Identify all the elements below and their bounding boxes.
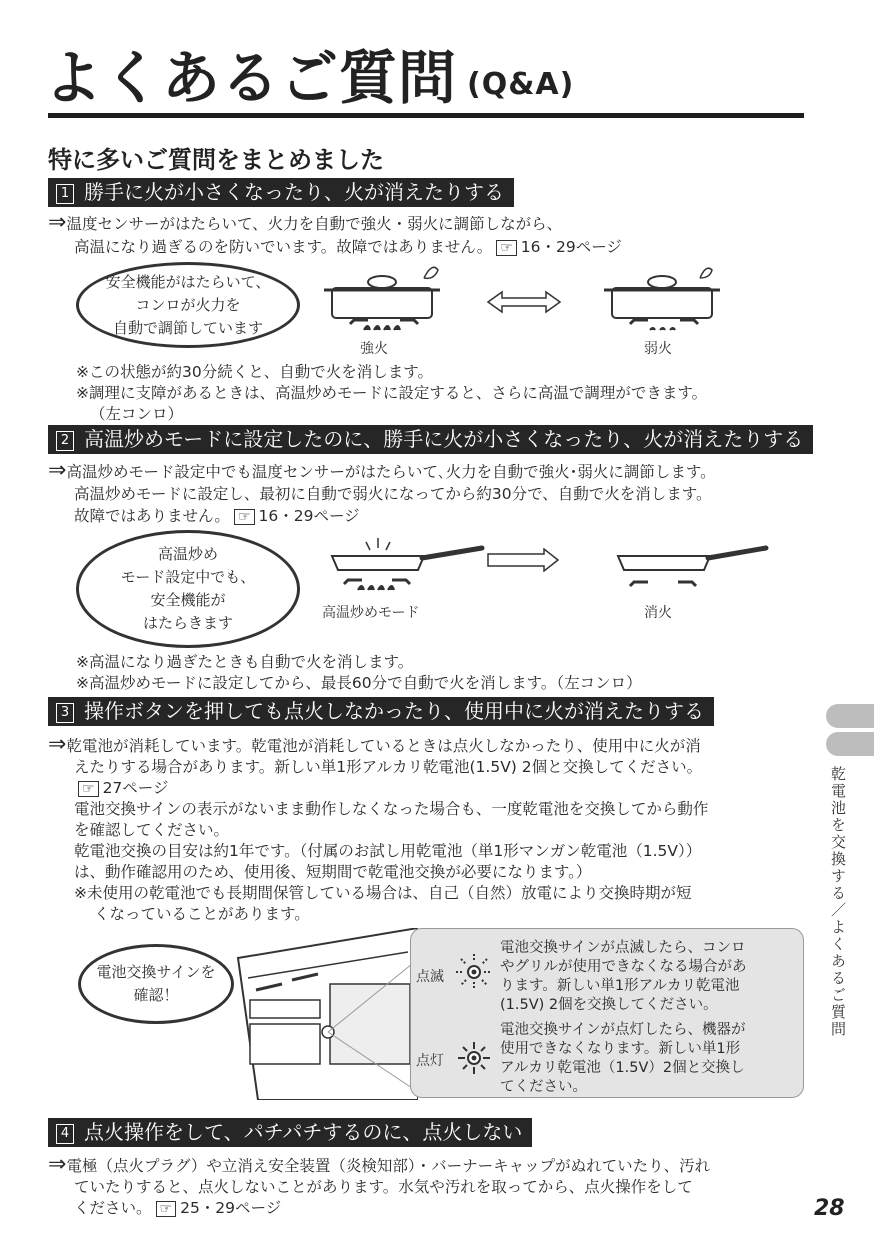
section-2-line-2: 高温炒めモードに設定し、最初に自動で弱火になってから約30分で、自動で火を消します。: [74, 485, 712, 503]
section-1-line-1: ⇒温度センサーがはたらいて、火力を自動で強火・弱火に調節しながら、: [48, 210, 563, 235]
section-3-line-7: は、動作確認用のため、使用後、短期間で乾電池交換が必要になります。）: [74, 863, 592, 881]
side-tab-1: [826, 704, 874, 728]
section-1-page-ref: 16・29ページ: [520, 238, 622, 256]
section-2-note-1: ※高温になり過ぎたときも自動で火を消します。: [76, 653, 414, 671]
page-title-suffix: (Q&A): [467, 67, 575, 102]
section-4-page-ref: 25・29ページ: [180, 1199, 282, 1217]
section-4-heading-text: 点火操作をして、パチパチするのに、点火しない: [84, 1120, 523, 1144]
blink-text-4: (1.5V) 2個を交換してください。: [500, 997, 718, 1013]
page-title-text: よくあるご質問: [44, 44, 458, 112]
section-3-line-2: えたりする場合があります。新しい単1形アルカリ乾電池(1.5V) 2個と交換してください。: [74, 758, 703, 776]
title-rule: [48, 113, 804, 118]
section-3-line-1: ⇒乾電池が消耗しています。乾電池が消耗しているときは点火しなかったり、使用中に火が消: [48, 732, 701, 757]
section-1-line-2: 高温になり過ぎるのを防いでいます。故障ではありません。 ☞ 16・29ページ: [74, 238, 622, 256]
frying-pan-fire-illustration: [326, 534, 486, 598]
page-number: 28: [814, 1196, 845, 1221]
pot-weak-fire-illustration: [600, 260, 740, 340]
stove-front-illustration: [228, 928, 418, 1100]
subtitle: 特に多いご質問をまとめました: [48, 146, 384, 174]
on-text-3: アルカリ乾電池（1.5V）2個と交換し: [500, 1060, 745, 1076]
section-1-note-2: ※調理に支障があるときは、高温炒めモードに設定すると、さらに高温で調理ができます。: [76, 384, 708, 402]
on-text-4: てください。: [500, 1079, 587, 1095]
on-text-2: 使用できなくなります。新しい単1形: [500, 1041, 741, 1057]
section-3-line-5: を確認してください。: [74, 821, 230, 839]
page-title: [44, 38, 574, 125]
reference-hand-icon: ☞: [234, 509, 255, 525]
section-4-number: 4: [56, 1124, 74, 1144]
section-1-heading-text: 勝手に火が小さくなったり、火が消えたりする: [84, 180, 504, 204]
section-1-note-3: （左コンロ）: [90, 405, 184, 423]
section-3-page-ref: 27ページ: [102, 779, 169, 797]
double-arrow-icon: [486, 290, 562, 314]
reference-hand-icon: ☞: [78, 781, 99, 797]
section-3-line-4: 電池交換サインの表示がないまま動作しなくなった場合も、一度乾電池を交換してから動作: [74, 800, 709, 818]
section-4-line-1: ⇒電極（点火プラグ）や立消え安全装置（炎検知部）・バーナーキャップがぬれていたり、汚れ: [48, 1152, 711, 1177]
arrow-right-icon: ⇒: [48, 210, 67, 235]
reference-hand-icon: ☞: [156, 1201, 177, 1217]
section-3-line-6: 乾電池交換の目安は約1年です。（付属のお試し用乾電池（単1形マンガン乾電池（1.5V））: [74, 842, 702, 860]
on-label: 点灯: [416, 1053, 444, 1069]
steady-light-icon: [452, 1036, 496, 1080]
caption-fire-off: 消火: [644, 605, 672, 621]
arrow-right-icon: ⇒: [48, 458, 67, 483]
right-arrow-icon: [486, 548, 562, 572]
arrow-right-icon: ⇒: [48, 732, 67, 757]
pot-strong-fire-illustration: [320, 260, 460, 340]
section-4-line-2: ていたりすると、点火しないことがあります。水気や汚れを取ってから、点火操作をして: [74, 1178, 693, 1196]
blinking-light-icon: [452, 950, 496, 994]
section-4-heading: [48, 1118, 532, 1147]
section-3-line-3: [74, 776, 168, 798]
section-1-heading: [48, 178, 514, 207]
section-2-oval-note: 高温炒め モード設定中でも、 安全機能が はたらきます: [76, 530, 300, 648]
caption-weak-fire: 弱火: [644, 341, 672, 357]
reference-hand-icon: ☞: [496, 240, 517, 256]
blink-label: 点滅: [416, 969, 444, 985]
arrow-right-icon: ⇒: [48, 1152, 67, 1177]
section-1-number: 1: [56, 184, 74, 204]
section-1-note-1: ※この状態が約30分続くと、自動で火を消します。: [76, 363, 433, 381]
on-text-1: 電池交換サインが点灯したら、機器が: [500, 1022, 746, 1038]
section-3-line-8: ※未使用の乾電池でも長期間保管している場合は、自己（自然）放電により交換時期が短: [74, 884, 692, 902]
section-2-number: 2: [56, 431, 74, 451]
section-2-line-1: ⇒高温炒めモード設定中でも温度センサーがはたらいて､火力を自動で強火･弱火に調節します。: [48, 458, 716, 483]
side-chapter-label: 乾電池を交換する／よくあるご質問: [829, 766, 847, 1038]
section-2-line-3: 故障ではありません。 ☞ 16・29ページ: [74, 507, 360, 525]
section-2-note-2: ※高温炒めモードに設定してから、最長60分で自動で火を消します。（左コンロ）: [76, 674, 642, 692]
side-tab-2: [826, 732, 874, 756]
blink-text-2: やグリルが使用できなくなる場合があ: [500, 959, 747, 975]
section-2-heading: [48, 425, 813, 454]
section-3-heading-text: 操作ボタンを押しても点火しなかったり、使用中に火が消えたりする: [84, 699, 704, 723]
caption-high-temp-mode: 高温炒めモード: [322, 605, 420, 621]
section-3-line-9: くなっていることがあります。: [94, 905, 310, 923]
section-3-heading: [48, 697, 714, 726]
section-2-page-ref: 16・29ページ: [258, 507, 360, 525]
blink-text-1: 電池交換サインが点滅したら、コンロ: [500, 940, 746, 956]
section-2-heading-text: 高温炒めモードに設定したのに、勝手に火が小さくなったり、火が消えたりする: [84, 427, 804, 451]
caption-strong-fire: 強火: [360, 341, 388, 357]
section-3-number: 3: [56, 703, 74, 723]
frying-pan-off-illustration: [612, 540, 772, 596]
section-3-oval-note: 電池交換サインを 確認！: [78, 944, 234, 1024]
blink-text-3: ります。新しい単1形アルカリ乾電池: [500, 978, 740, 994]
section-4-line-3: ください。 ☞ 25・29ページ: [74, 1199, 282, 1217]
section-1-oval-note: 安全機能がはたらいて、 コンロが火力を 自動で調節しています: [76, 262, 300, 348]
